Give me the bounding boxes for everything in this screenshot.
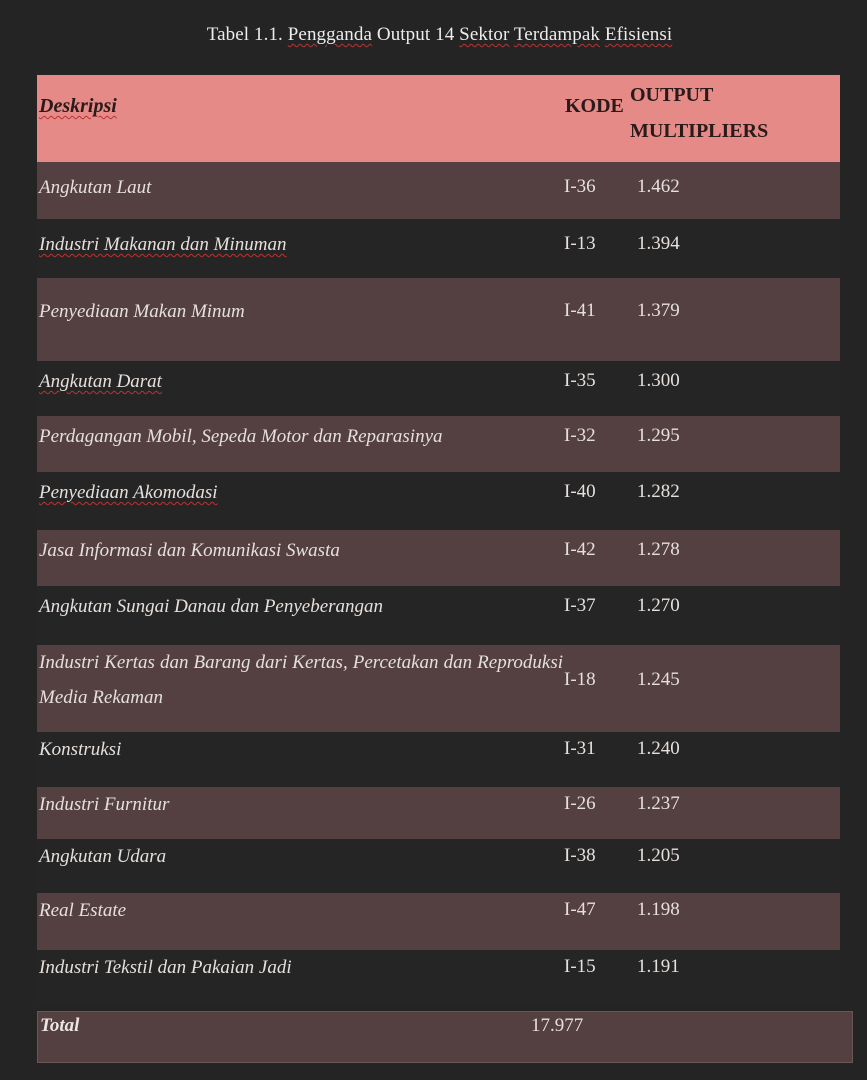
row-description-text: Industri Furnitur [39,794,170,815]
table-row [37,278,840,361]
row-description-text: Penyediaan Akomodasi [39,482,218,503]
row-output-multiplier: 1.394 [637,233,680,254]
header-output-multipliers [630,77,830,149]
table-row [37,472,840,530]
row-output-multiplier: 1.240 [637,738,680,759]
row-description [39,294,563,329]
table-row [37,219,840,278]
row-output-multiplier: 1.282 [637,481,680,502]
row-description-text: Jasa Informasi dan Komunikasi Swasta [39,540,340,561]
row-description [39,950,563,985]
table-row [37,361,840,416]
table-row [37,530,840,586]
row-output-multiplier: 1.191 [637,956,680,977]
row-output-multiplier: 1.278 [637,539,680,560]
table-row [37,950,840,1004]
row-description [39,645,563,715]
row-description [39,227,563,262]
row-output-multiplier: 1.295 [637,425,680,446]
row-description [39,732,563,767]
caption-word-terdampak: Terdampak [513,24,600,45]
table-row [37,787,840,839]
table-body [37,162,840,1004]
row-kode: I-47 [564,899,596,920]
row-description [39,364,563,399]
table-row [37,416,840,472]
row-description [39,533,563,568]
output-multipliers-table [37,75,840,1004]
row-output-multiplier: 1.198 [637,899,680,920]
row-kode: I-40 [564,481,596,502]
caption-word-pengganda: Pengganda [287,24,373,45]
total-value: 17.977 [531,1015,584,1036]
row-output-multiplier: 1.237 [637,793,680,814]
row-kode: I-35 [564,370,596,391]
row-description-text: Angkutan Darat [39,371,162,392]
table-header-row [37,75,840,162]
header-deskripsi: Deskripsi [39,95,117,117]
table-row [37,645,840,732]
caption-prefix: Tabel 1.1. [206,24,288,45]
row-kode: I-13 [564,233,596,254]
row-description-text: Angkutan Udara [39,846,167,867]
row-kode: I-37 [564,595,596,616]
header-output-line2: MULTIPLIERS [630,120,769,142]
row-output-multiplier: 1.245 [637,669,680,690]
row-kode: I-38 [564,845,596,866]
row-description-text: Industri Tekstil dan Pakaian Jadi [39,957,292,978]
row-kode: I-26 [564,793,596,814]
row-description [39,839,563,874]
row-kode: I-31 [564,738,596,759]
row-description [39,170,563,205]
row-output-multiplier: 1.300 [637,370,680,391]
row-output-multiplier: 1.270 [637,595,680,616]
row-description-text: Angkutan Laut [39,177,152,198]
row-description-text: Industri Makanan dan Minuman [39,234,287,255]
row-description [39,893,563,928]
row-description [39,419,563,454]
row-description [39,475,563,510]
table-row [37,162,840,219]
row-output-multiplier: 1.379 [637,300,680,321]
table-row [37,732,840,787]
row-description [39,787,563,822]
row-description-text: Konstruksi [39,739,122,760]
header-kode: KODE [565,95,624,117]
row-description-text: Penyediaan Makan Minum [39,301,245,322]
table-caption [0,24,867,46]
row-kode: I-41 [564,300,596,321]
row-kode: I-18 [564,669,596,690]
table-row [37,839,840,893]
header-output-line1: OUTPUT [630,84,714,106]
row-kode: I-42 [564,539,596,560]
caption-word-sektor: Sektor [459,24,510,45]
row-description-text: Real Estate [39,900,127,921]
table-row [37,586,840,645]
caption-word-efisiensi: Efisiensi [604,24,673,45]
table-row [37,893,840,950]
table-total-row [37,1011,853,1063]
row-description-text: Perdagangan Mobil, Sepeda Motor dan Reparasinya [39,426,443,447]
row-output-multiplier: 1.205 [637,845,680,866]
row-description-text: Angkutan Sungai Danau dan Penyeberangan [39,596,384,617]
row-output-multiplier: 1.462 [637,176,680,197]
row-kode: I-15 [564,956,596,977]
row-description [39,589,563,624]
row-description-text: Industri Kertas dan Barang dari Kertas, Percetakan dan Reproduksi Media Rekaman [39,652,563,708]
row-kode: I-36 [564,176,596,197]
total-label: Total [40,1015,80,1036]
caption-middle: Output 14 [372,24,460,45]
row-kode: I-32 [564,425,596,446]
